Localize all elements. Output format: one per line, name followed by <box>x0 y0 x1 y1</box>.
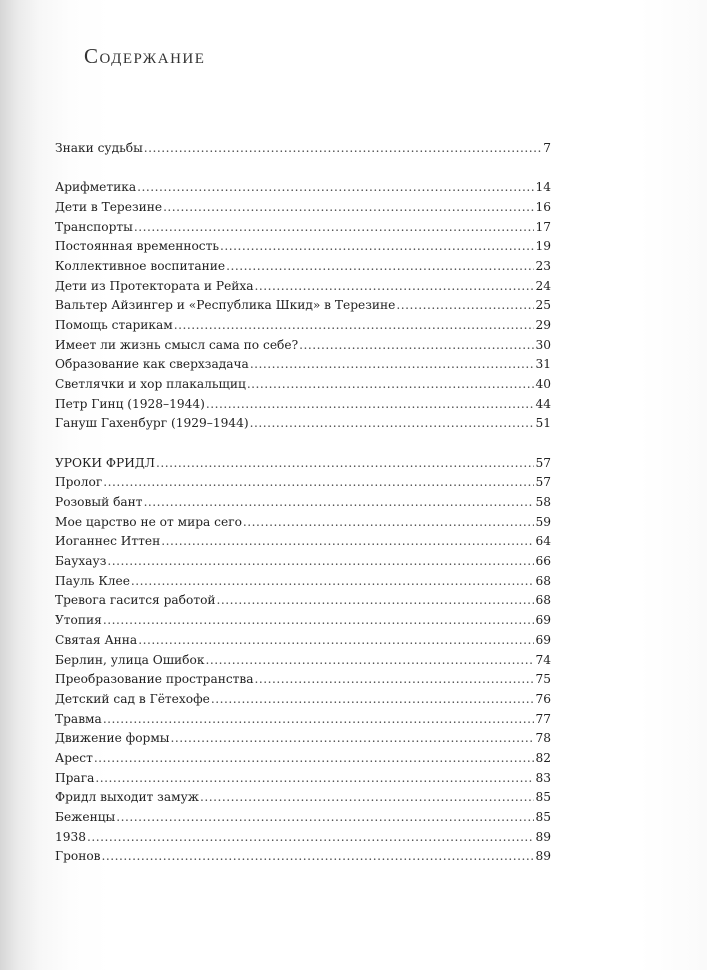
dot-leader <box>255 670 535 690</box>
toc-entry-title: Дети из Протектората и Рейха <box>55 278 254 293</box>
toc-entry[interactable] <box>55 473 551 493</box>
toc-entry-page: 83 <box>535 770 551 785</box>
toc-entry-page: 78 <box>535 731 551 746</box>
toc-entry-page: 40 <box>535 377 551 392</box>
toc-entry-title: Травма <box>55 711 102 726</box>
toc-entry-page: 31 <box>535 357 551 372</box>
toc-entry-page: 59 <box>535 514 551 529</box>
section-gap <box>55 434 551 454</box>
dot-leader <box>107 552 534 572</box>
dot-leader <box>87 828 534 848</box>
toc-entry-page: 7 <box>543 141 551 155</box>
toc-entry-page: 68 <box>535 573 551 588</box>
toc-entry[interactable] <box>55 611 551 631</box>
toc-entry-title: Арифметика <box>55 180 137 195</box>
toc-entry-title: Коллективное воспитание <box>55 258 226 273</box>
dot-leader <box>255 277 535 297</box>
toc-entry[interactable] <box>55 257 551 277</box>
toc-entry[interactable] <box>55 218 551 238</box>
dot-leader <box>247 375 535 395</box>
table-of-contents <box>55 139 551 867</box>
page-title: Содержание <box>84 44 206 68</box>
toc-entry-page: 69 <box>535 632 551 647</box>
toc-entry-page: 23 <box>535 258 551 273</box>
toc-entry-title: Арест <box>55 750 93 765</box>
toc-entry[interactable] <box>55 316 551 336</box>
toc-entry-title: Преобразование пространства <box>55 672 254 687</box>
toc-entry[interactable] <box>55 454 551 474</box>
toc-entry-title: УРОКИ ФРИДЛ <box>55 455 155 470</box>
toc-entry-page: 76 <box>535 691 551 706</box>
toc-entry-title: Дети в Терезине <box>55 199 163 214</box>
dot-leader <box>116 808 534 828</box>
toc-entry-title: Фридл выходит замуж <box>55 790 199 805</box>
toc-entry[interactable] <box>55 296 551 316</box>
dot-leader <box>250 355 535 375</box>
dot-leader <box>103 473 534 493</box>
toc-entry-title: Транспорты <box>55 219 133 234</box>
toc-entry[interactable] <box>55 178 551 198</box>
toc-entry[interactable] <box>55 847 551 867</box>
toc-entry-page: 57 <box>535 455 551 470</box>
toc-entry-page: 69 <box>535 613 551 628</box>
toc-entry-title: Знаки судьбы <box>55 141 143 155</box>
toc-entry-page: 19 <box>535 239 551 254</box>
toc-entry[interactable] <box>55 198 551 218</box>
toc-entry-page: 30 <box>535 337 551 352</box>
toc-entry-page: 25 <box>535 298 551 313</box>
dot-leader <box>205 651 534 671</box>
toc-entry[interactable] <box>55 651 551 671</box>
toc-entry-page: 89 <box>535 829 551 844</box>
toc-entry-title: Помощь старикам <box>55 318 173 332</box>
dot-leader <box>103 710 535 730</box>
toc-entry-title: Образование как сверхзадача <box>55 357 249 372</box>
toc-entry[interactable] <box>55 729 551 749</box>
dot-leader <box>206 395 535 415</box>
toc-entry-page: 24 <box>535 278 551 293</box>
toc-entry-title: Беженцы <box>55 810 116 824</box>
dot-leader <box>217 591 535 611</box>
toc-entry[interactable] <box>55 375 551 395</box>
toc-entry[interactable] <box>55 552 551 572</box>
dot-leader <box>102 847 535 867</box>
toc-entry[interactable] <box>55 572 551 592</box>
toc-entry-page: 14 <box>535 180 551 195</box>
dot-leader <box>174 316 535 336</box>
toc-entry[interactable] <box>55 631 551 651</box>
toc-entry-title: Иоганнес Иттен <box>55 534 161 549</box>
dot-leader <box>144 493 535 513</box>
toc-entry[interactable] <box>55 710 551 730</box>
toc-entry[interactable] <box>55 670 551 690</box>
toc-entry[interactable] <box>55 237 551 257</box>
dot-leader <box>131 572 535 592</box>
toc-entry[interactable] <box>55 591 551 611</box>
toc-entry[interactable] <box>55 493 551 513</box>
toc-entry-title: Гронов <box>55 849 101 864</box>
toc-entry-page: 29 <box>535 318 551 332</box>
dot-leader <box>161 532 534 552</box>
toc-entry[interactable] <box>55 749 551 769</box>
dot-leader <box>396 296 534 316</box>
toc-entry-title: Движение формы <box>55 731 170 746</box>
toc-entry[interactable] <box>55 828 551 848</box>
toc-entry-title: Святая Анна <box>55 632 138 647</box>
toc-entry-page: 68 <box>535 593 551 608</box>
dot-leader <box>226 257 534 277</box>
toc-entry-title: Гануш Гахенбург (1929–1944) <box>55 416 249 431</box>
dot-leader <box>95 769 534 789</box>
toc-entry-title: Баухауз <box>55 554 107 569</box>
toc-entry-title: Розовый бант <box>55 495 143 509</box>
toc-entry-page: 51 <box>535 416 551 431</box>
toc-entry-page: 85 <box>535 790 551 805</box>
toc-entry[interactable] <box>55 769 551 789</box>
toc-entry[interactable] <box>55 336 551 356</box>
toc-entry-page: 17 <box>535 219 551 234</box>
toc-entry-title: Петр Гинц (1928–1944) <box>55 396 205 411</box>
dot-leader <box>200 788 535 808</box>
dot-leader <box>137 178 534 198</box>
toc-entry-title: Пауль Клее <box>55 573 130 588</box>
toc-entry[interactable] <box>55 355 551 375</box>
toc-entry-title: Берлин, улица Ошибок <box>55 652 205 667</box>
dot-leader <box>299 336 534 356</box>
toc-entry-title: Светлячки и хор плакальщиц <box>55 377 246 392</box>
toc-entry[interactable] <box>55 808 551 828</box>
toc-entry[interactable] <box>55 277 551 297</box>
toc-entry[interactable] <box>55 513 551 533</box>
toc-entry-title: Прага <box>55 770 95 785</box>
dot-leader <box>94 749 535 769</box>
dot-leader <box>171 729 535 749</box>
dot-leader <box>250 414 535 434</box>
toc-entry-title: Пролог <box>55 475 103 490</box>
dot-leader <box>138 631 534 651</box>
toc-entry-page: 58 <box>535 495 551 509</box>
toc-entry-page: 74 <box>535 652 551 667</box>
toc-entry-page: 75 <box>535 672 551 687</box>
toc-entry[interactable] <box>55 532 551 552</box>
toc-entry-title: Мое царство не от мира сего <box>55 514 242 529</box>
toc-entry[interactable] <box>55 395 551 415</box>
toc-entry-page: 66 <box>535 554 551 569</box>
toc-entry-title: Постоянная временность <box>55 239 219 254</box>
toc-entry-page: 57 <box>535 475 551 490</box>
toc-entry-title: Имеет ли жизнь смысл сама по себе? <box>55 337 299 352</box>
dot-leader <box>211 690 535 710</box>
dot-leader <box>144 139 542 159</box>
toc-entry-page: 77 <box>535 711 551 726</box>
dot-leader <box>134 218 535 238</box>
toc-entry[interactable] <box>55 414 551 434</box>
toc-entry[interactable] <box>55 139 551 159</box>
toc-entry-title: Вальтер Айзингер и «Республика Шкид» в Терезине <box>55 298 396 313</box>
toc-entry-title: Детский сад в Гётехофе <box>55 691 210 706</box>
toc-entry-title: Тревога гасится работой <box>55 593 216 608</box>
toc-entry[interactable] <box>55 788 551 808</box>
dot-leader <box>243 513 535 533</box>
dot-leader <box>163 198 534 218</box>
dot-leader <box>220 237 534 257</box>
toc-entry-page: 64 <box>535 534 551 549</box>
toc-entry-page: 44 <box>535 396 551 411</box>
dot-leader <box>103 611 535 631</box>
toc-entry-page: 85 <box>535 810 551 824</box>
toc-entry-page: 89 <box>535 849 551 864</box>
toc-entry-title: Утопия <box>55 613 102 628</box>
toc-entry-page: 16 <box>535 199 551 214</box>
section-gap <box>55 159 551 179</box>
toc-entry-page: 82 <box>535 750 551 765</box>
toc-entry[interactable] <box>55 690 551 710</box>
dot-leader <box>156 454 535 474</box>
toc-entry-title: 1938 <box>55 829 87 844</box>
